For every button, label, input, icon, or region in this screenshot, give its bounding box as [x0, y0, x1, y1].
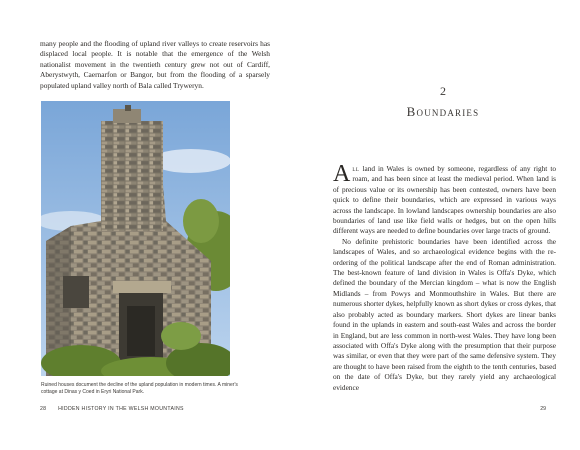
left-page-text: many people and the flooding of upland river valleys to create reservoirs has displaced local people. It is notable that the emergence of the Welsh nationalist movement in the twentieth century grew not out of Cardiff, Aberystwyth, Caernarfon or Bangor, but from the flooding of a sparsely populated upland valley north of Bala called Tryweryn.: [40, 39, 270, 90]
left-folio: 28: [40, 406, 47, 412]
right-page: [290, 0, 580, 450]
first-word-rest: ll: [352, 164, 360, 173]
chapter-body: [333, 161, 556, 393]
paragraph-1: [333, 161, 556, 237]
paragraph-2: No definite prehistoric boundaries have been identified across the landscapes of Wales, and so archaeological evidence begins with the re-ordering of the political landscape after the end of Roman administration. The best-known feature of land division in Wales is Offa's Dyke, which defined the boundary of the Mercian kingdom – what is now the English Midlands – from Powys and Monmouthshire in Wales. But there are numerous shorter dykes, helpfully known as short dykes or cross dykes, that also probably acted as boundary markers. Short dykes are linear banks found in the uplands in eastern and south-east Wales and across the border in England, but are less common in north-west Wales. They have long been associated with Offa's Dyke along with the presumption that their purpose was similar, or even that they were part of the same defensive system. They are thought to have been raised from the eighth to the tenth centuries, based on the date of Offa's Dyke, but they rarely yield any archaeological evidence: [333, 236, 556, 392]
chapter-number: 2: [440, 84, 446, 98]
drop-cap: A: [333, 161, 351, 187]
running-head: HIDDEN HISTORY IN THE WELSH MOUNTAINS: [58, 406, 184, 412]
paragraph-1-text: land in Wales is owned by someone, regardless of any right to roam, and has been since at least the medieval period. When land is of precious value or its ownership has been contested, owners have been quick to define their boundaries, which are expressed in various ways across the landscape. In lowland landscapes ownership boundaries are also boundaries of land use like field walls or hedges, but on the open hills different ways are needed to define boundaries over large tracts of ground.: [333, 164, 556, 236]
chapter-title: Boundaries: [406, 104, 480, 119]
photo-caption: Ruined houses document the decline of the upland population in modern times. A miner's cottage at Dinas y Coed in Eryri National Park.: [41, 382, 238, 396]
ruined-cottage-photo: [41, 101, 230, 376]
left-footer: [40, 406, 184, 412]
right-folio: 29: [540, 406, 546, 412]
ruined-cottage-illustration: [41, 101, 230, 376]
